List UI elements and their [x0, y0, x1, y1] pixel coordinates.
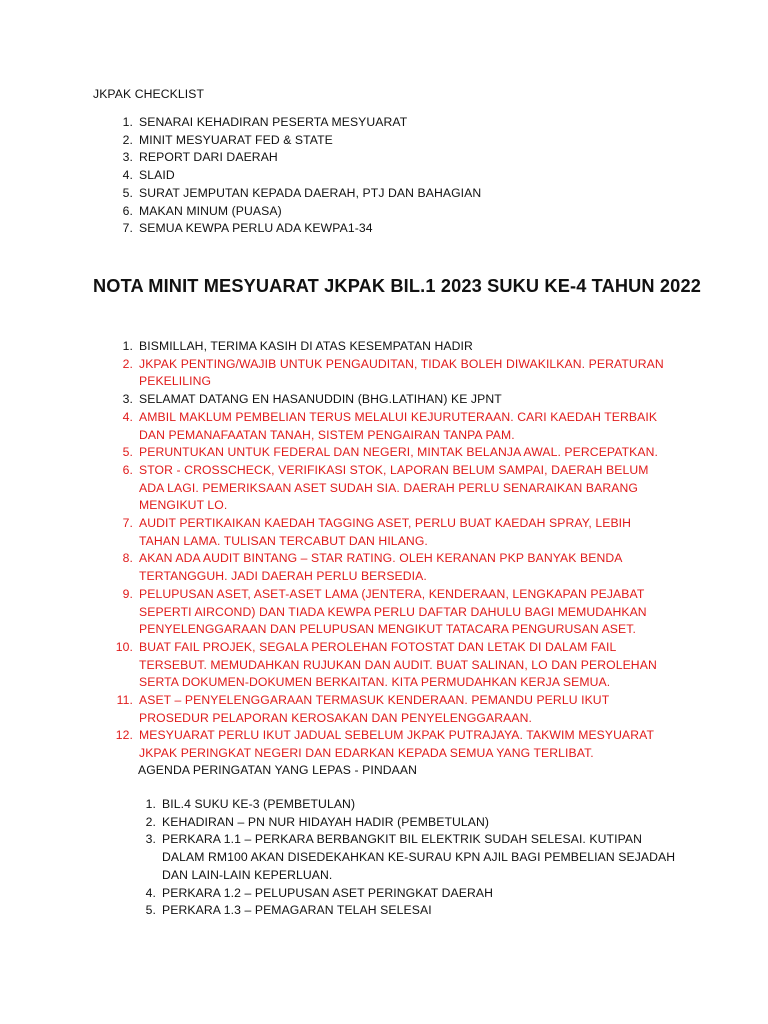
note-item-text: ASET – PENYELENGGARAAN TERMASUK KENDERAAN. PEMANDU PERLU IKUT PROSEDUR PELAPORAN KEROSAKAN DAN PENYELENGGARAAN.: [139, 693, 610, 725]
list-item: 4. SLAID: [122, 168, 175, 183]
checklist-title: JKPAK CHECKLIST: [93, 87, 204, 101]
agenda-item-text: PERKARA 1.2 – PELUPUSAN ASET PERINGKAT DAERAH: [162, 885, 493, 900]
note-item-text: JKPAK PENTING/WAJIB UNTUK PENGAUDITAN, TIDAK BOLEH DIWAKILKAN. PERATURAN PEKELILING: [139, 356, 664, 389]
list-item: 6. MAKAN MINUM (PUASA): [122, 203, 282, 218]
list-item: 2. JKPAK PENTING/WAJIB UNTUK PENGAUDITAN, TIDAK BOLEH DIWAKILKAN. PERATURAN PEKELILING: [122, 356, 664, 389]
list-item: 10. BUAT FAIL PROJEK, SEGALA PEROLEHAN FOTOSTAT DAN LETAK DI DALAM FAIL TERSEBUT. MEMUDAHKAN RUJUKAN DAN AUDIT. BUAT SALINAN, LO DAN PEROLEHAN SERTA DOKUMEN-DOKUMEN BERKAITAN. KITA PERMUDAHKAN KERJA SEMUA.: [115, 639, 657, 690]
checklist-item-text: SEMUA KEWPA PERLU ADA KEWPA1-34: [139, 221, 373, 236]
note-item-text: AKAN ADA AUDIT BINTANG – STAR RATING. OLEH KERANAN PKP BANYAK BENDA TERTANGGUH. JADI DAERAH PERLU BERSEDIA.: [139, 551, 622, 584]
list-item: 8. AKAN ADA AUDIT BINTANG – STAR RATING. OLEH KERANAN PKP BANYAK BENDA TERTANGGUH. JADI DAERAH PERLU BERSEDIA.: [122, 551, 622, 584]
agenda-item-text: PERKARA 1.3 – PEMAGARAN TELAH SELESAI: [162, 903, 432, 918]
list-item: 2. MINIT MESYUARAT FED & STATE: [122, 132, 333, 147]
note-item-text: PERUNTUKAN UNTUK FEDERAL DAN NEGERI, MINTAK BELANJA AWAL. PERCEPATKAN.: [139, 445, 658, 460]
list-item: 3. REPORT DARI DAERAH: [122, 150, 278, 165]
checklist-item-text: SENARAI KEHADIRAN PESERTA MESYUARAT: [139, 115, 408, 129]
note-item-text: AMBIL MAKLUM PEMBELIAN TERUS MELALUI KEJURUTERAAN. CARI KAEDAH TERBAIK DAN PEMANAFAATAN TANAH, SISTEM PENGAIRAN TANPA PAM.: [139, 409, 658, 442]
agenda-list: [138, 796, 678, 920]
agenda-item-text: KEHADIRAN – PN NUR HIDAYAH HADIR (PEMBETULAN): [162, 814, 490, 829]
page-title: NOTA MINIT MESYUARAT JKPAK BIL.1 2023 SUKU KE-4 TAHUN 2022: [93, 276, 701, 296]
checklist-item-text: SURAT JEMPUTAN KEPADA DAERAH, PTJ DAN BAHAGIAN: [139, 185, 482, 200]
list-item: 5. SURAT JEMPUTAN KEPADA DAERAH, PTJ DAN BAHAGIAN: [122, 185, 482, 200]
note-item-text: MESYUARAT PERLU IKUT JADUAL SEBELUM JKPAK PUTRAJAYA. TAKWIM MESYUARAT JKPAK PERINGKAT NEGERI DAN EDARKAN KEPADA SEMUA YANG TERLIBAT.: [139, 728, 654, 761]
list-item: 6. STOR - CROSSCHECK, VERIFIKASI STOK, LAPORAN BELUM SAMPAI, DAERAH BELUM ADA LAGI. PEMERIKSAAN ASET SUDAH SIA. DAERAH PERLU SENARAIKAN BARANG MENGIKUT LO.: [122, 462, 649, 513]
list-item: 9. PELUPUSAN ASET, ASET-ASET LAMA (JENTERA, KENDERAAN, LENGKAPAN PEJABAT SEPERTI AIRCOND) DAN TIADA KEWPA PERLU DAFTAR DAHULU BAGI MEMUDAHKAN PENYELENGGARAAN DAN PELUPUSAN MENGIKUT TATACARA PENGURUSAN ASET.: [122, 586, 647, 637]
agenda-item-text: BIL.4 SUKU KE-3 (PEMBETULAN): [162, 797, 356, 811]
list-item: 5. PERUNTUKAN UNTUK FEDERAL DAN NEGERI, MINTAK BELANJA AWAL. PERCEPATKAN.: [122, 445, 658, 460]
list-item: 2. KEHADIRAN – PN NUR HIDAYAH HADIR (PEMBETULAN): [145, 814, 490, 829]
agenda-title: AGENDA PERINGATAN YANG LEPAS - PINDAAN: [138, 763, 417, 777]
list-item: 4. PERKARA 1.2 – PELUPUSAN ASET PERINGKAT DAERAH: [145, 885, 493, 900]
note-item-text: BISMILLAH, TERIMA KASIH DI ATAS KESEMPATAN HADIR: [139, 339, 473, 353]
note-item-text: SELAMAT DATANG EN HASANUDDIN (BHG.LATIHAN) KE JPNT: [139, 392, 502, 407]
list-item: 1. SENARAI KEHADIRAN PESERTA MESYUARAT: [122, 115, 408, 129]
list-item: 7. AUDIT PERTIKAIKAN KAEDAH TAGGING ASET, PERLU BUAT KAEDAH SPRAY, LEBIH TAHAN LAMA. TULISAN TERCABUT DAN HILANG.: [122, 516, 632, 548]
list-item: 3. PERKARA 1.1 – PERKARA BERBANGKIT BIL ELEKTRIK SUDAH SELESAI. KUTIPAN DALAM RM100 AKAN DISEDEKAHKAN KE-SURAU KPN AJIL BAGI PEMBELIAN SEJADAH DAN LAIN-LAIN KEPERLUAN.: [145, 832, 676, 882]
agenda-item-text: PERKARA 1.1 – PERKARA BERBANGKIT BIL ELEKTRIK SUDAH SELESAI. KUTIPAN DALAM RM100 AKAN DISEDEKAHKAN KE-SURAU KPN AJIL BAGI PEMBELIAN SEJADAH DAN LAIN-LAIN KEPERLUAN.: [162, 832, 676, 882]
checklist-item-text: REPORT DARI DAERAH: [139, 150, 278, 165]
list-item: 11. ASET – PENYELENGGARAAN TERMASUK KENDERAAN. PEMANDU PERLU IKUT PROSEDUR PELAPORAN KEROSAKAN DAN PENYELENGGARAAN.: [116, 693, 610, 725]
list-item: 1. BIL.4 SUKU KE-3 (PEMBETULAN): [145, 797, 356, 811]
checklist-item-text: MINIT MESYUARAT FED & STATE: [139, 132, 333, 147]
checklist: [115, 114, 535, 238]
list-item: 3. SELAMAT DATANG EN HASANUDDIN (BHG.LATIHAN) KE JPNT: [122, 392, 502, 407]
note-item-text: BUAT FAIL PROJEK, SEGALA PEROLEHAN FOTOSTAT DAN LETAK DI DALAM FAIL TERSEBUT. MEMUDAHKAN RUJUKAN DAN AUDIT. BUAT SALINAN, LO DAN PEROLEHAN SERTA DOKUMEN-DOKUMEN BERKAITAN. KITA PERMUDAHKAN KERJA SEMUA.: [139, 639, 657, 690]
checklist-item-text: MAKAN MINUM (PUASA): [139, 203, 282, 218]
list-item: 12. MESYUARAT PERLU IKUT JADUAL SEBELUM JKPAK PUTRAJAYA. TAKWIM MESYUARAT JKPAK PERINGKAT NEGERI DAN EDARKAN KEPADA SEMUA YANG TERLIBAT.: [115, 728, 654, 761]
list-item: 5. PERKARA 1.3 – PEMAGARAN TELAH SELESAI: [145, 903, 432, 918]
list-item: 7. SEMUA KEWPA PERLU ADA KEWPA1-34: [122, 221, 373, 236]
checklist-item-text: SLAID: [139, 168, 175, 183]
list-item: 1. BISMILLAH, TERIMA KASIH DI ATAS KESEMPATAN HADIR: [122, 339, 473, 353]
minutes-notes-list: [115, 338, 670, 763]
note-item-text: AUDIT PERTIKAIKAN KAEDAH TAGGING ASET, PERLU BUAT KAEDAH SPRAY, LEBIH TAHAN LAMA. TULISAN TERCABUT DAN HILANG.: [139, 516, 632, 548]
list-item: 4. AMBIL MAKLUM PEMBELIAN TERUS MELALUI KEJURUTERAAN. CARI KAEDAH TERBAIK DAN PEMANAFAATAN TANAH, SISTEM PENGAIRAN TANPA PAM.: [122, 409, 658, 442]
note-item-text: PELUPUSAN ASET, ASET-ASET LAMA (JENTERA, KENDERAAN, LENGKAPAN PEJABAT SEPERTI AIRCOND) DAN TIADA KEWPA PERLU DAFTAR DAHULU BAGI MEMUDAHKAN PENYELENGGARAAN DAN PELUPUSAN MENGIKUT TATACARA PENGURUSAN ASET.: [139, 586, 647, 637]
note-item-text: STOR - CROSSCHECK, VERIFIKASI STOK, LAPORAN BELUM SAMPAI, DAERAH BELUM ADA LAGI. PEMERIKSAAN ASET SUDAH SIA. DAERAH PERLU SENARAIKAN BARANG MENGIKUT LO.: [139, 462, 649, 513]
